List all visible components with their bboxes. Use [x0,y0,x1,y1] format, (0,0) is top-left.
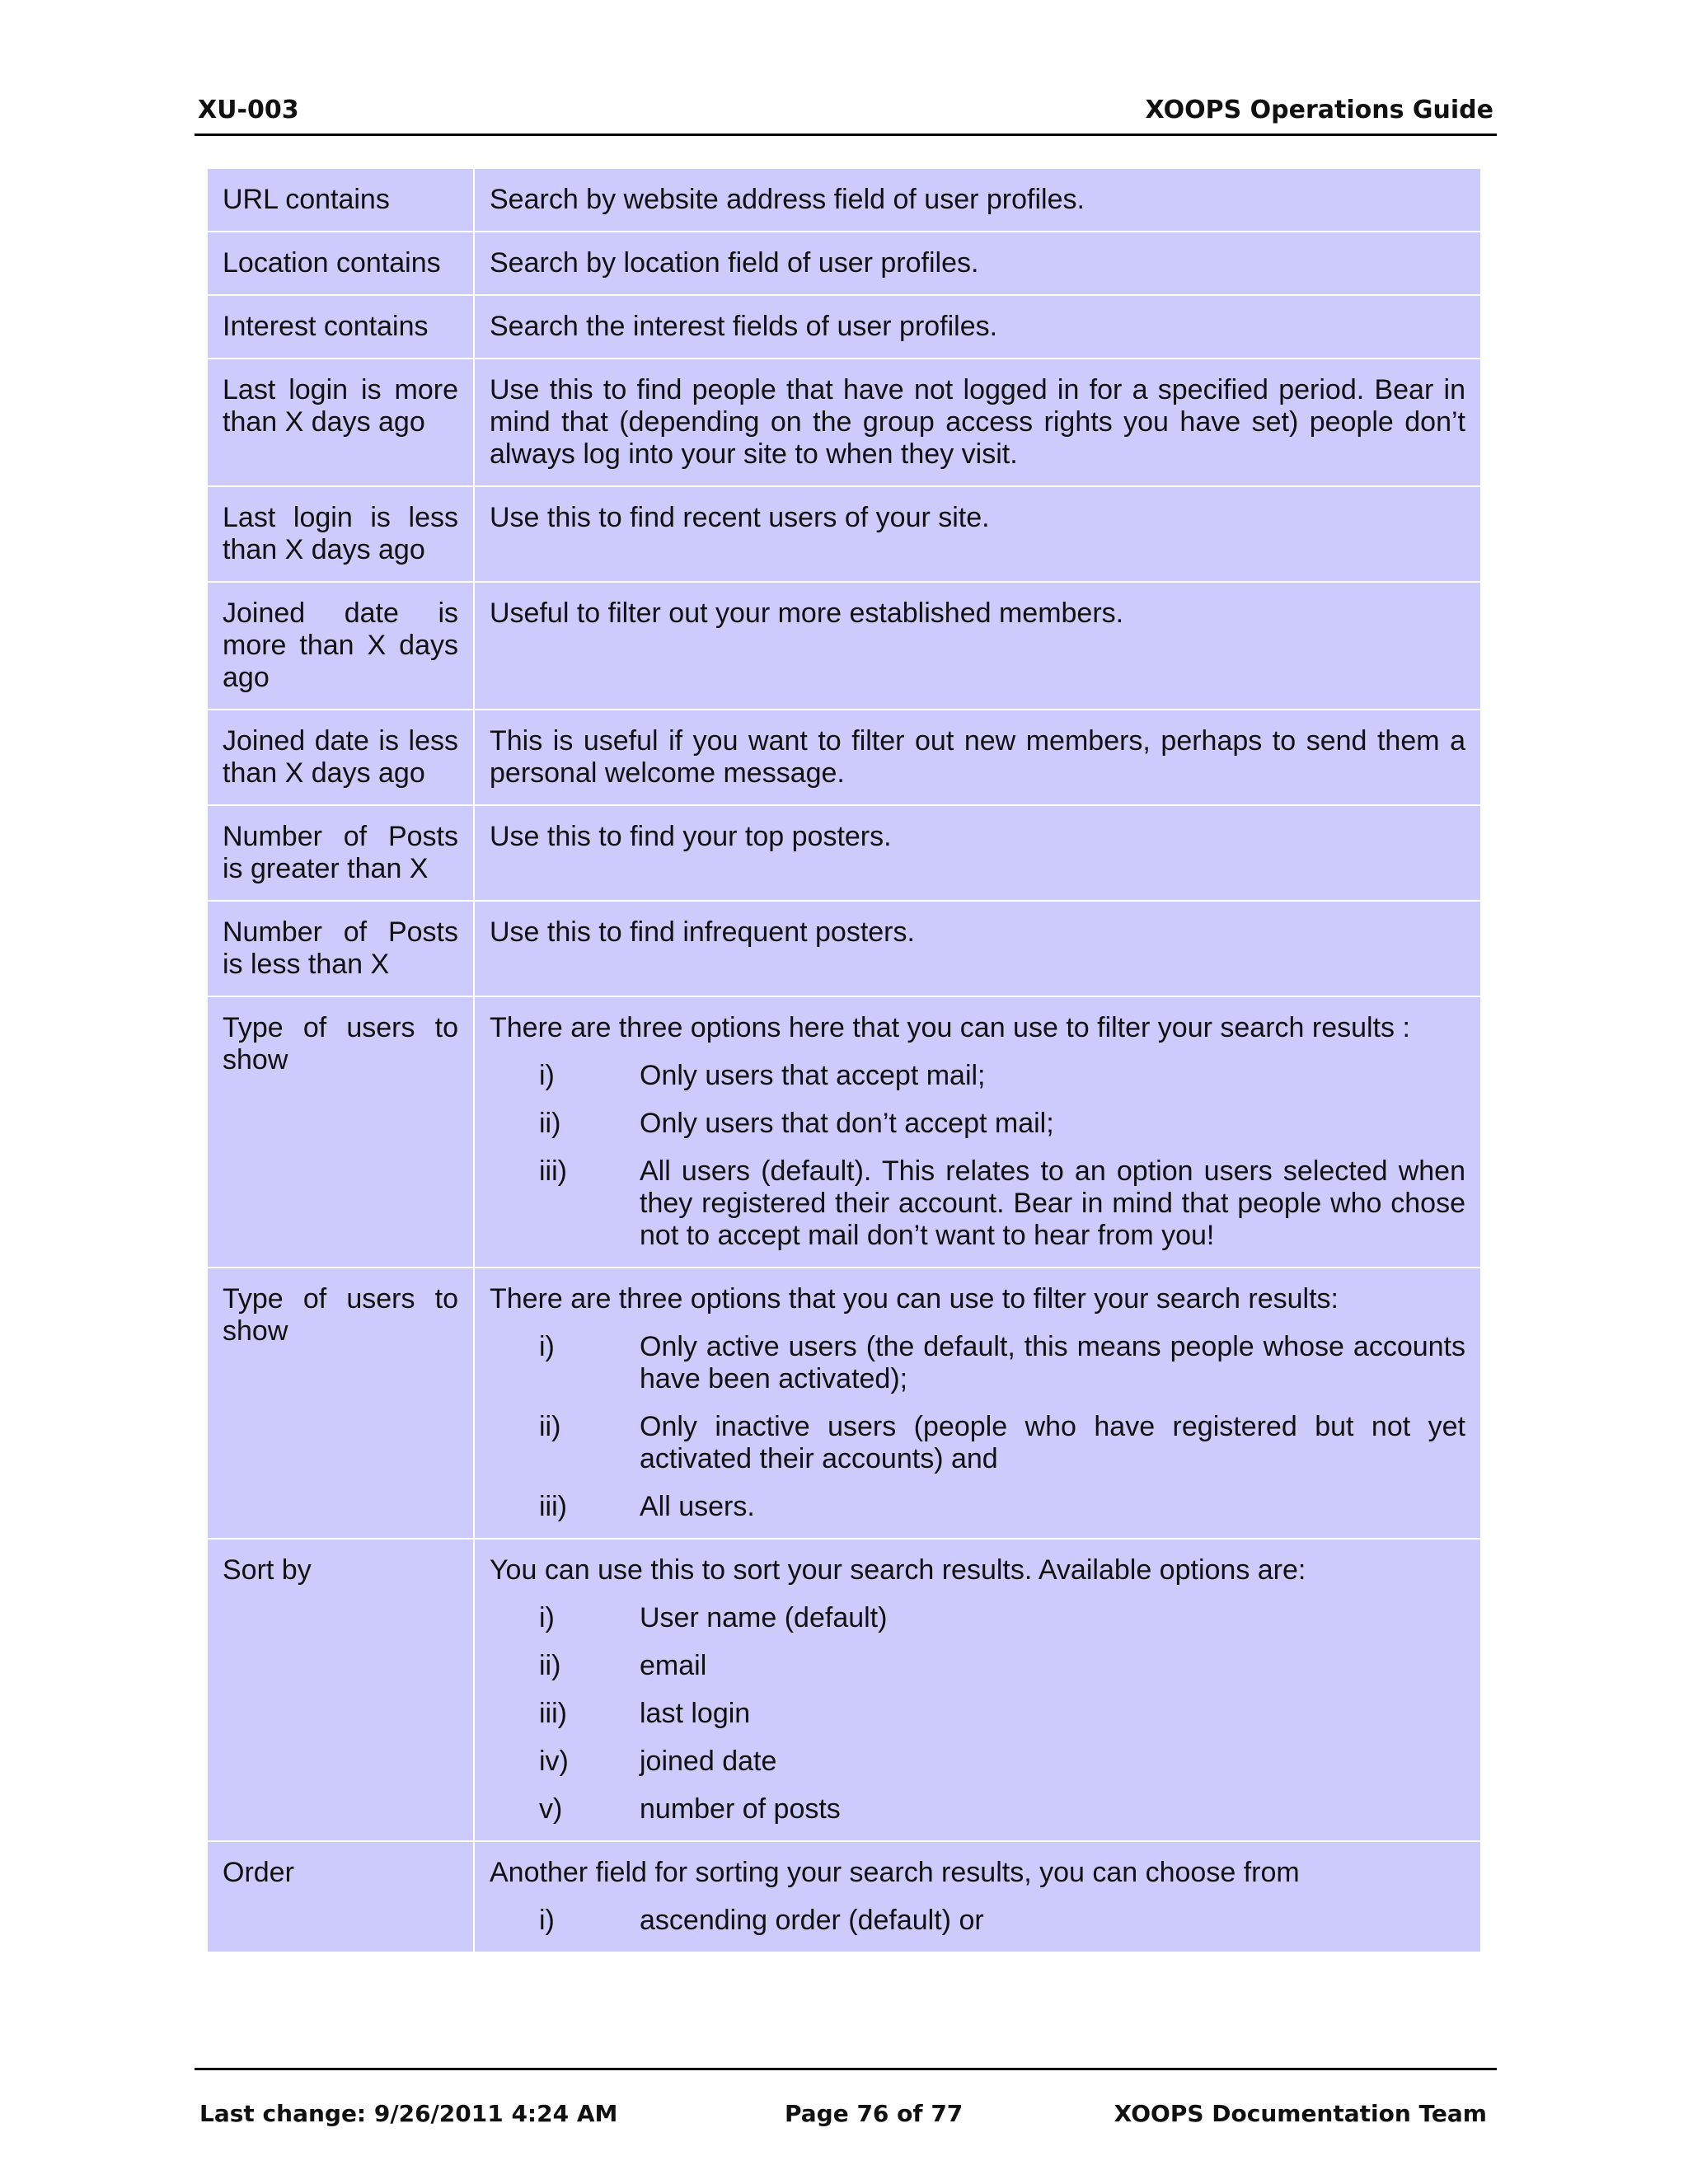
author-team: XOOPS Documentation Team [1114,2100,1487,2127]
list-item-number: iv) [539,1746,569,1777]
list-item-text: last login [640,1698,751,1729]
description-text: Search by website address field of user profiles. [490,184,1085,215]
field-name-cell: Location contains [207,232,474,295]
field-name-cell: Number of Posts is greater than X [207,805,474,901]
field-description-cell [474,1841,1481,1952]
field-name-cell: URL contains [207,168,474,232]
list-item-number: i) [539,1060,555,1091]
page-footer [195,2068,1497,2127]
table-row [207,901,1481,996]
list-item [490,1108,1465,1140]
list-item [490,1331,1465,1395]
list-item-text: number of posts [640,1793,841,1825]
table-row [207,168,1481,232]
list-item-number: iii) [539,1698,567,1729]
field-description-cell [474,710,1481,805]
doc-id: XU-003 [198,96,299,124]
list-item-number: ii) [539,1108,561,1139]
list-item [490,1411,1465,1475]
field-name-cell: Sort by [207,1539,474,1841]
description-text: Search by location field of user profiles. [490,247,979,279]
field-description-cell [474,486,1481,582]
description-text: There are three options here that you can use to filter your search results : [490,1012,1410,1043]
table-row [207,295,1481,359]
list-item-text: User name (default) [640,1602,888,1633]
description-text: Use this to find infrequent posters. [490,916,915,948]
page-number: Page 76 of 77 [785,2100,964,2127]
list-item [490,1746,1465,1778]
field-name-cell: Order [207,1841,474,1952]
description-text: Useful to filter out your more established members. [490,598,1124,629]
description-text: Search the interest fields of user profiles. [490,311,998,342]
list-item [490,1698,1465,1730]
description-text: Use this to find people that have not logged in for a specified period. Bear in mind that (depending on the group access rights you have set) people don’t always log into your site to when they visit. [490,374,1465,470]
list-item-text: joined date [640,1746,777,1777]
field-description-cell [474,232,1481,295]
field-description-cell [474,901,1481,996]
list-item-number: iii) [539,1491,567,1522]
description-text: Use this to find recent users of your site. [490,502,990,533]
table-row [207,805,1481,901]
table-row [207,1841,1481,1952]
list-item-text: email [640,1650,707,1681]
option-list [490,1905,1465,1937]
field-name-cell: Joined date is less than X days ago [207,710,474,805]
list-item-text: Only users that don’t accept mail; [640,1108,1054,1139]
description-text: This is useful if you want to filter out new members, perhaps to send them a personal welcome message. [490,725,1465,789]
list-item-text: Only active users (the default, this means people whose accounts have been activated); [640,1331,1465,1394]
field-name-cell: Joined date is more than X days ago [207,582,474,710]
field-description-cell [474,359,1481,486]
field-description-cell [474,1268,1481,1539]
field-name-cell: Last login is more than X days ago [207,359,474,486]
table-row [207,582,1481,710]
field-name-cell: Interest contains [207,295,474,359]
list-item-text: ascending order (default) or [640,1905,984,1936]
list-item-text: Only inactive users (people who have registered but not yet activated their accounts) and [640,1411,1465,1474]
list-item [490,1650,1465,1682]
field-description-cell [474,168,1481,232]
field-name-cell: Type of users to show [207,996,474,1268]
table-row [207,1268,1481,1539]
table-row [207,710,1481,805]
description-text: You can use this to sort your search results. Available options are: [490,1554,1306,1586]
list-item [490,1905,1465,1937]
field-description-cell [474,582,1481,710]
field-name-cell: Last login is less than X days ago [207,486,474,582]
list-item-text: All users (default). This relates to an option users selected when they registered their account. Bear in mind that people who chose not to accept mail don’t want to hear from you! [640,1155,1465,1251]
list-item-number: ii) [539,1650,561,1681]
description-text: There are three options that you can use to filter your search results: [490,1283,1339,1315]
field-description-cell [474,295,1481,359]
list-item-number: ii) [539,1411,561,1442]
list-item [490,1060,1465,1092]
option-list [490,1060,1465,1252]
table-row [207,359,1481,486]
doc-title: XOOPS Operations Guide [1145,96,1493,124]
table-row [207,1539,1481,1841]
list-item [490,1155,1465,1252]
list-item [490,1602,1465,1634]
list-item-number: i) [539,1331,555,1362]
option-list [490,1602,1465,1825]
list-item [490,1793,1465,1825]
field-name-cell: Type of users to show [207,1268,474,1539]
last-change: Last change: 9/26/2011 4:24 AM [199,2100,618,2127]
table-row [207,486,1481,582]
table-row [207,232,1481,295]
field-description-cell [474,1539,1481,1841]
list-item-number: iii) [539,1155,567,1187]
field-description-cell [474,996,1481,1268]
field-name-cell: Number of Posts is less than X [207,901,474,996]
option-list [490,1331,1465,1523]
list-item-text: All users. [640,1491,755,1522]
page-header [195,92,1497,136]
description-text: Another field for sorting your search results, you can choose from [490,1857,1300,1888]
list-item-number: v) [539,1793,563,1825]
list-item-number: i) [539,1905,555,1936]
table-row [207,996,1481,1268]
list-item-text: Only users that accept mail; [640,1060,986,1091]
description-text: Use this to find your top posters. [490,821,892,852]
list-item [490,1491,1465,1523]
field-description-cell [474,805,1481,901]
search-fields-table [206,167,1482,1953]
list-item-number: i) [539,1602,555,1633]
